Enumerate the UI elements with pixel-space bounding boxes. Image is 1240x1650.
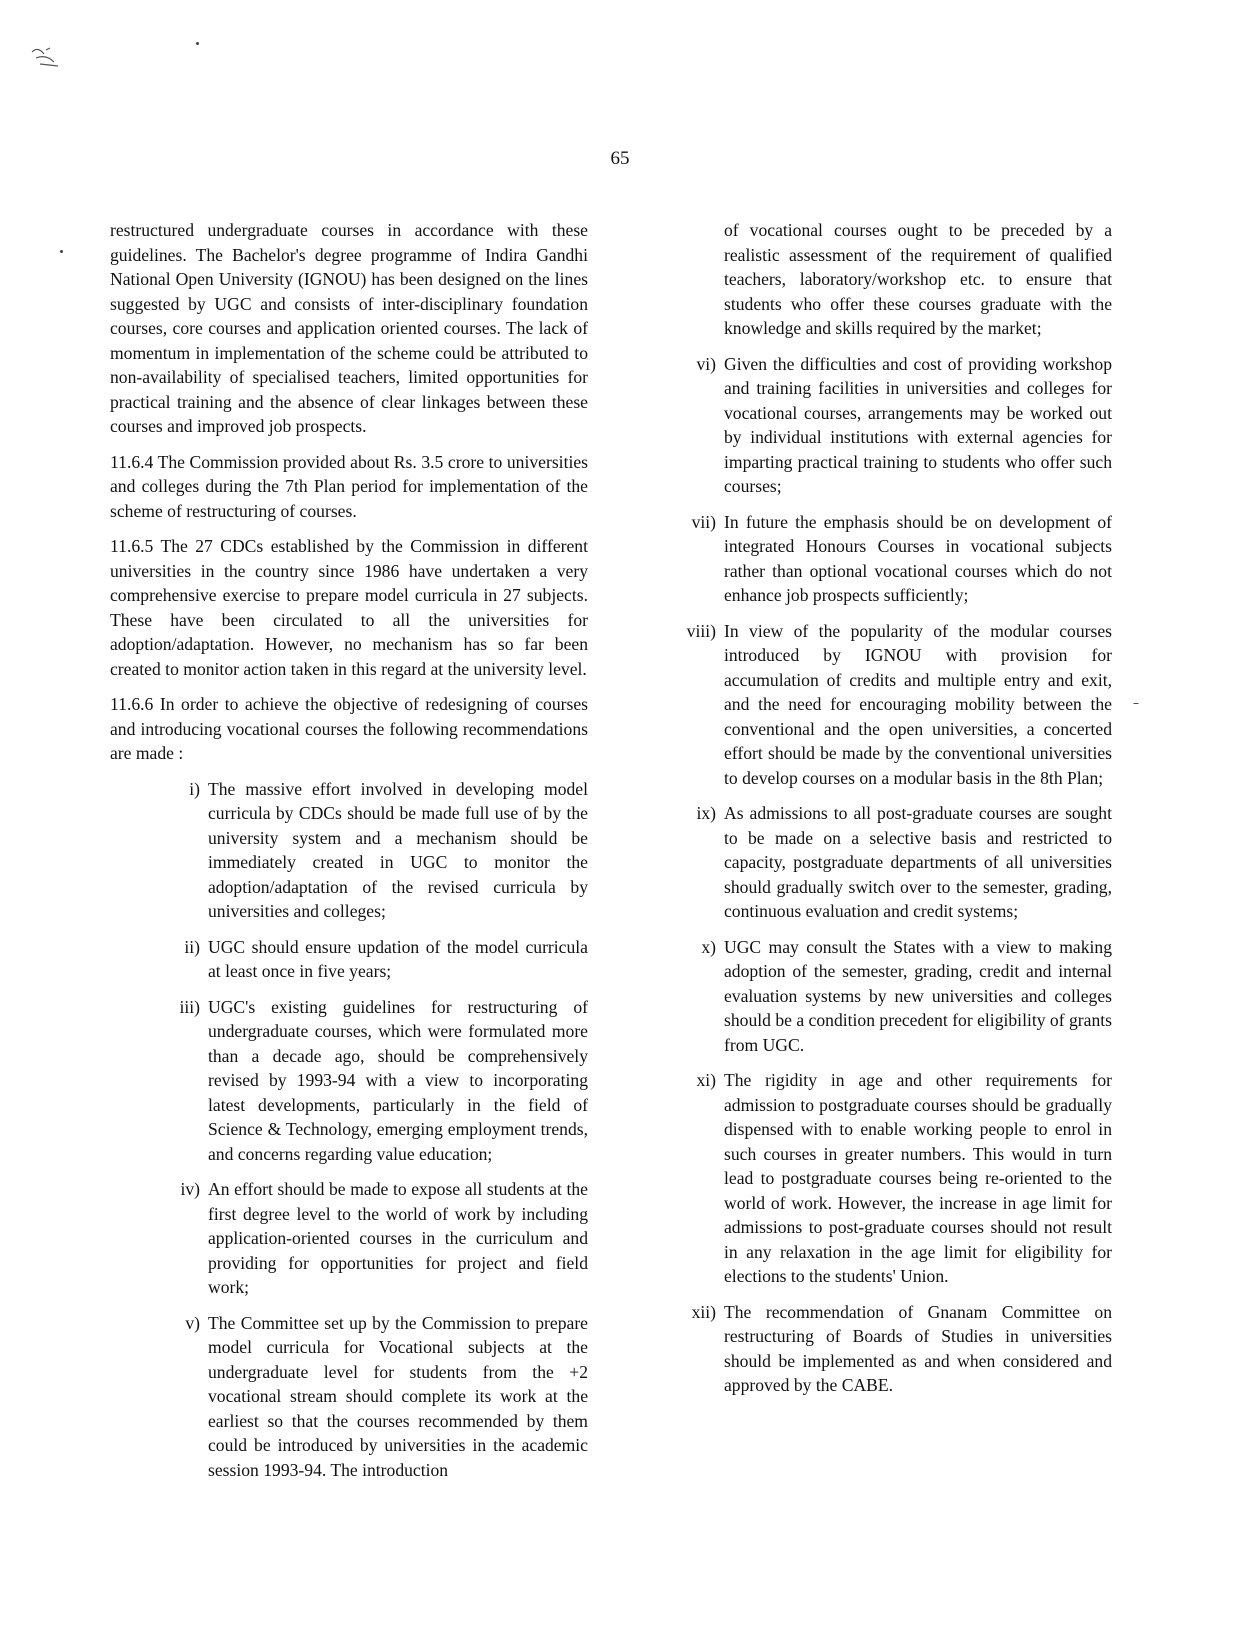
list-item-number: i) <box>189 778 200 799</box>
paragraph-11-6-5: 11.6.5 The 27 CDCs established by the Commission in different universities in the country since 1986 have undertaken a very comprehensive exercise to prepare model curricula in 27 subjects. These have been circulated to all the universities for adoption/adaptation. However, no mechanism has so far been created to monitor action taken in this regard at the university level. <box>110 536 588 679</box>
list-item-number: xii) <box>691 1301 716 1322</box>
list-item-text: The rigidity in age and other requirements for admission to postgraduate courses should be gradually dispensed with to enable working people to enrol in such courses in greater numbers. This would in turn lead to postgraduate courses being re-oriented to the world of work. However, the increase in age limit for admissions to post-graduate courses should not result in any relaxation in the age limit for eligibility for elections to the students' Union. <box>724 1070 1112 1286</box>
list-item-text: Given the difficulties and cost of providing workshop and training facilities in universities and colleges for vocational courses, arrangements may be worked out by individual institutions with external agencies for imparting practical training to students who offer such courses; <box>724 353 1112 496</box>
recommendations-list-continued <box>684 352 1112 1398</box>
list-item <box>684 935 1112 1058</box>
list-item-number: iii) <box>179 996 200 1017</box>
list-item <box>168 1177 588 1300</box>
scan-speck <box>60 250 63 253</box>
list-item-text: The Committee set up by the Commission to prepare model curricula for Vocational subjects at the undergraduate level for students from the +2 vocational stream should complete its work at the earliest so that the courses recommended by them could be introduced by universities in the academic session 1993-94. The introduction <box>208 1312 588 1480</box>
list-item-text: UGC should ensure updation of the model curricula at least once in five years; <box>208 936 588 981</box>
list-item-text: UGC may consult the States with a view to making adoption of the semester, grading, credit and internal evaluation systems by new universities and colleges should be a condition precedent for eligibility of grants from UGC. <box>724 936 1112 1055</box>
paragraph-11-6-6: 11.6.6 In order to achieve the objective of redesigning of courses and introducing vocational courses the following recommendations are made : <box>110 694 588 763</box>
list-item-number: ii) <box>184 936 200 957</box>
list-item-text: The recommendation of Gnanam Committee on restructuring of Boards of Studies in universities should be implemented as and when considered and approved by the CABE. <box>724 1301 1112 1395</box>
list-item-number: x) <box>701 936 716 957</box>
list-item-number: ix) <box>696 803 716 823</box>
list-item-number: iv) <box>180 1179 200 1199</box>
list-item-number: vii) <box>691 511 716 532</box>
list-item-number: v) <box>185 1312 200 1333</box>
list-item-text: UGC's existing guidelines for restructuring of undergraduate courses, which were formulated more than a decade ago, should be comprehensively revised by 1993-94 with a view to incorporating latest developments, particularly in the field of Science & Technology, emerging employment trends, and concerns regarding value education; <box>208 996 588 1164</box>
list-item <box>684 619 1112 791</box>
left-column <box>110 218 588 1493</box>
list-item-text: An effort should be made to expose all students at the first degree level to the world of work by including application-oriented courses in the curriculum and providing for opportunities for project and field work; <box>208 1179 588 1297</box>
paragraph-11-6-4: 11.6.4 The Commission provided about Rs. 3.5 crore to universities and colleges during the 7th Plan period for implementation of the scheme of restructuring of courses. <box>110 451 588 521</box>
list-item <box>168 777 588 924</box>
list-item <box>168 995 588 1167</box>
page-number: 65 <box>610 148 630 169</box>
list-item <box>684 352 1112 499</box>
scan-speck <box>196 42 199 45</box>
paragraph: restructured undergraduate courses in accordance with these guidelines. The Bachelor's degree programme of Indira Gandhi National Open University (IGNOU) has been designed on the lines suggested by UGC and consists of inter-disciplinary foundation courses, core courses and application oriented courses. The lack of momentum in implementation of the scheme could be attributed to non-availability of specialised teachers, limited opportunities for practical training and the absence of clear linkages between these courses and improved job prospects. <box>110 220 588 436</box>
list-item-number: xi) <box>696 1070 716 1090</box>
right-column <box>684 218 1112 1409</box>
list-item-text: In future the emphasis should be on development of integrated Honours Courses in vocational subjects rather than optional vocational courses which do not enhance job prospects sufficiently; <box>724 511 1112 605</box>
recommendations-list <box>168 777 588 1483</box>
list-item-text: In view of the popularity of the modular courses introduced by IGNOU with provision for accumulation of credits and multiple entry and exit, and the need for encouraging mobility between the conventional and the open universities, a concerted effort should be made by the conventional universities to develop courses on a modular basis in the 8th Plan; <box>724 620 1112 788</box>
list-item <box>684 801 1112 924</box>
list-item <box>168 1311 588 1483</box>
list-item-number: vi) <box>696 353 716 374</box>
list-item <box>168 935 588 984</box>
scan-artifact-mark <box>28 44 68 70</box>
list-item-text: The massive effort involved in developing model curricula by CDCs should be made full use of by the university system and a mechanism should be immediately created in UGC to monitor the adoption/adaptation of the revised curricula by universities and colleges; <box>208 778 588 921</box>
list-item <box>684 510 1112 608</box>
list-item-number: viii) <box>686 620 716 641</box>
list-item <box>684 1300 1112 1398</box>
list-item <box>684 1068 1112 1289</box>
scan-speck <box>1133 703 1139 704</box>
list-item-continuation: of vocational courses ought to be preceded by a realistic assessment of the requirement of qualified teachers, laboratory/workshop etc. to ensure that students who offer these courses graduate with the knowledge and skills required by the market; <box>724 220 1112 338</box>
list-item-text: As admissions to all post-graduate courses are sought to be made on a selective basis and restricted to capacity, postgraduate departments of all universities should gradually switch over to the semester, grading, continuous evaluation and credit systems; <box>724 803 1112 921</box>
